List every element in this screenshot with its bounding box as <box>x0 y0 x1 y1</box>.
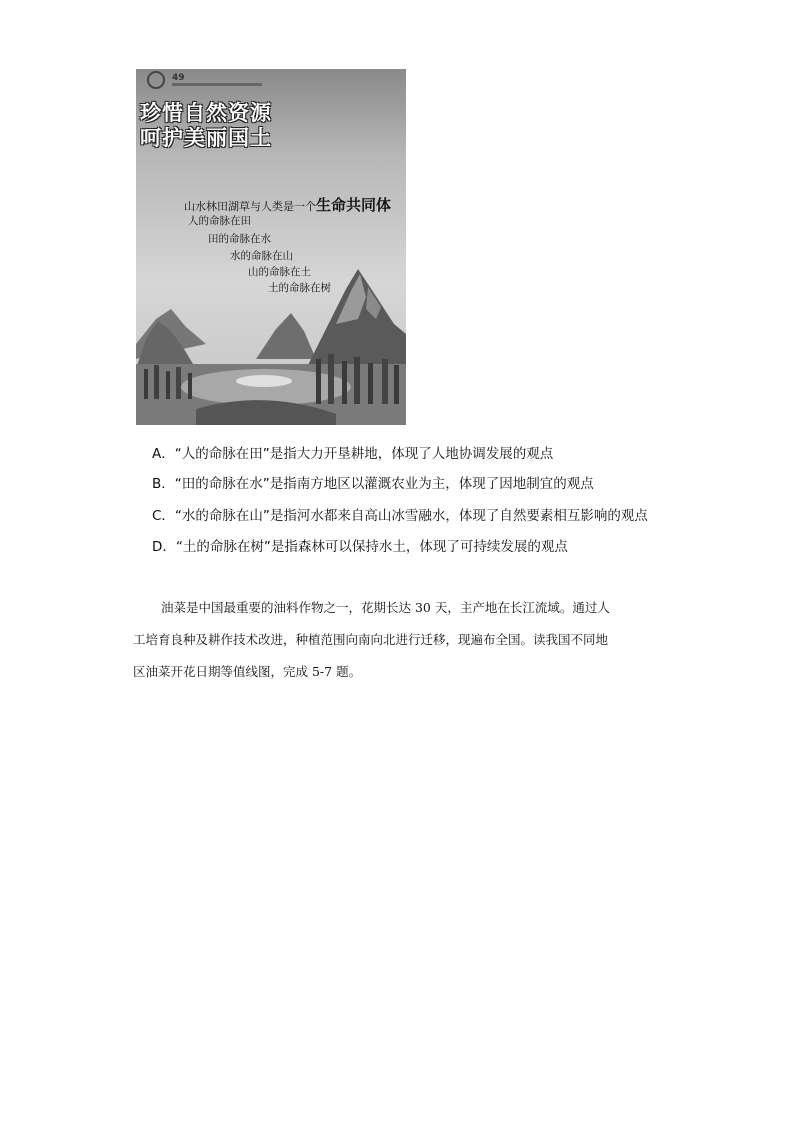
poster-badge: 49 <box>172 73 185 83</box>
poster-verse-4: 山的命脉在土 <box>248 266 311 278</box>
poster-verse-0-emphasis: 生命共同体 <box>316 196 392 214</box>
poster-verse-0 <box>184 194 391 215</box>
poster-verse-0-text: 山水林田湖草与人类是一个 <box>184 200 316 213</box>
poster-badge-bar <box>172 83 262 86</box>
passage-line-2: 工培育良种及耕作技术改进，种植范围向南向北进行迁移，现遍布全国。读我国不同地 <box>133 632 609 647</box>
poster-verse-1: 人的命脉在田 <box>188 215 251 227</box>
poster-title-line2: 呵护美丽国土 <box>140 126 272 150</box>
poster-verse-5: 土的命脉在树 <box>268 282 331 294</box>
poster-title-line1: 珍惜自然资源 <box>140 101 272 125</box>
poster-verse-3: 水的命脉在山 <box>230 250 293 262</box>
passage-line-1: 油菜是中国最重要的油料作物之一，花期长达 30 天，主产地在长江流域。通过人 <box>161 600 610 615</box>
option-b: B．“田的命脉在水”是指南方地区以灌溉农业为主，体现了因地制宜的观点 <box>152 476 594 492</box>
option-d: D．“土的命脉在树”是指森林可以保持水土，体现了可持续发展的观点 <box>152 539 568 555</box>
option-a: A．“人的命脉在田”是指大力开垦耕地，体现了人地协调发展的观点 <box>152 446 554 462</box>
poster-image <box>136 69 406 425</box>
passage-line-3: 区油菜开花日期等值线图，完成 5-7 题。 <box>133 664 362 679</box>
poster-verse-2: 田的命脉在水 <box>208 233 271 245</box>
option-c: C．“水的命脉在山”是指河水都来自高山冰雪融水，体现了自然要素相互影响的观点 <box>152 508 648 524</box>
